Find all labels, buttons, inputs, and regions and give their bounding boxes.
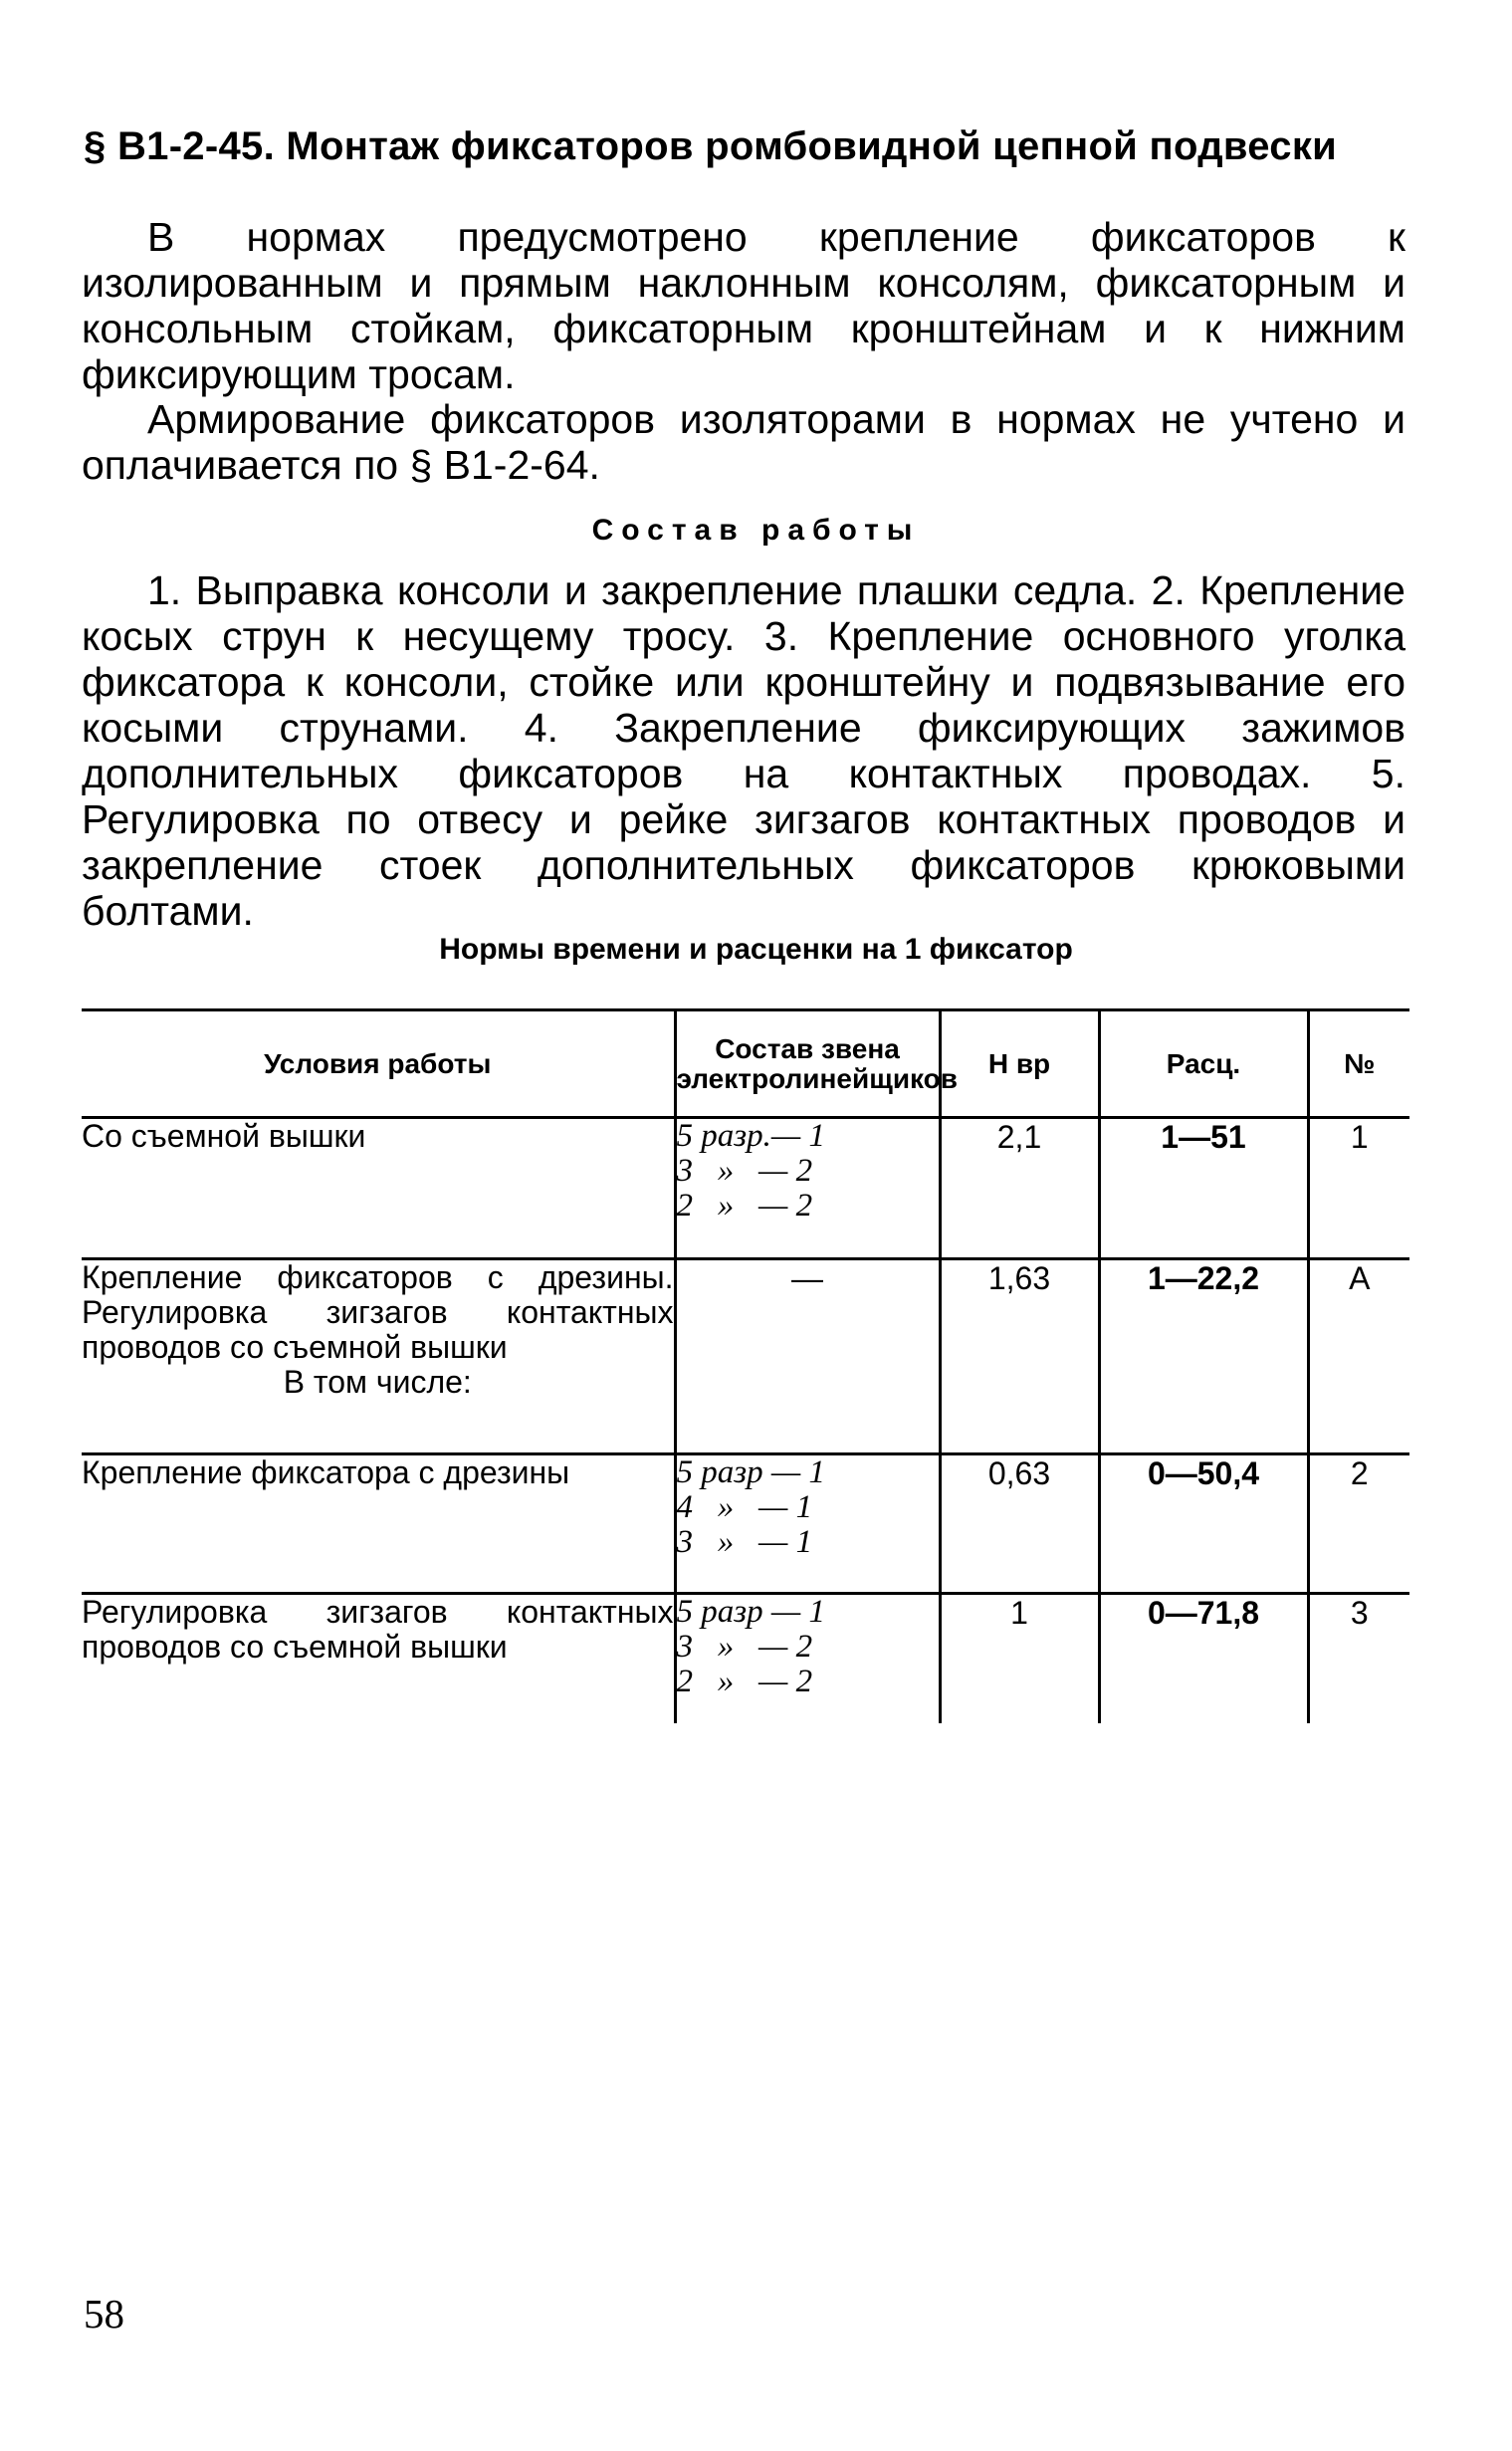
crew-cell: — xyxy=(675,1259,940,1454)
work-composition-text: 1. Выправка консоли и закрепление плашки седла. 2. Крепление косых струн к несущему тросу. 3. Крепление основного уголка фиксатора к консоли, стойке или кронштейну и подвязывание его косыми струнами. 4. Закрепление фиксирующих зажимов дополнительных фиксаторов на контактных проводах. 5. Регулировка по отвесу и рейке зигзагов контактных проводов и закрепление стоек дополнительных фиксаторов крюковыми болтами. xyxy=(82,567,1405,934)
crew-cell: 5 разр — 1 3 » — 2 2 » — 2 xyxy=(675,1594,940,1723)
work-composition-title: Состав работы xyxy=(591,514,921,547)
norm-cell: 1 xyxy=(940,1594,1099,1723)
table-row xyxy=(82,1118,1409,1259)
rate-cell: 1—22,2 xyxy=(1099,1259,1308,1454)
condition-text: Крепление фиксаторов с дрезины. Регулировка зигзагов контактных проводов со съемной вышки xyxy=(82,1259,674,1365)
condition-cell: Со съемной вышки xyxy=(82,1118,675,1259)
number-cell: 1 xyxy=(1308,1118,1409,1259)
crew-cell: 5 разр — 1 4 » — 1 3 » — 1 xyxy=(675,1454,940,1594)
number-cell: 2 xyxy=(1308,1454,1409,1594)
page-number: 58 xyxy=(84,2291,124,2337)
condition-cell xyxy=(82,1259,675,1454)
table-header-row xyxy=(82,1010,1409,1118)
norms-table xyxy=(82,1008,1409,1723)
norm-cell: 0,63 xyxy=(940,1454,1099,1594)
crew-cell: 5 разр.— 1 3 » — 2 2 » — 2 xyxy=(675,1118,940,1259)
rate-cell: 1—51 xyxy=(1099,1118,1308,1259)
header-number: № xyxy=(1308,1010,1409,1118)
paragraph-norms: В нормах предусмотрено крепление фиксаторов к изолированным и прямым наклонным консолям, фиксаторным и консольным стойкам, фиксаторным кронштейнам и к нижним фиксирующим тросам. xyxy=(82,214,1405,397)
header-conditions: Условия работы xyxy=(82,1010,675,1118)
norm-cell: 1,63 xyxy=(940,1259,1099,1454)
table-row xyxy=(82,1259,1409,1454)
table-row xyxy=(82,1454,1409,1594)
header-crew: Состав звена электролинейщиков xyxy=(675,1010,940,1118)
norm-cell: 2,1 xyxy=(940,1118,1099,1259)
header-rate: Расц. xyxy=(1099,1010,1308,1118)
rate-cell: 0—50,4 xyxy=(1099,1454,1308,1594)
header-norm: Н вр xyxy=(940,1010,1099,1118)
section-heading: § В1-2-45. Монтаж фиксаторов ромбовидной цепной подвески xyxy=(84,124,1338,168)
table-row xyxy=(82,1594,1409,1723)
paragraph-reinforcement: Армирование фиксаторов изоляторами в нормах не учтено и оплачивается по § В1-2-64. xyxy=(82,396,1405,488)
table-title: Нормы времени и расценки на 1 фиксатор xyxy=(439,933,1073,966)
number-cell: А xyxy=(1308,1259,1409,1454)
condition-cell: Крепление фиксатора с дрезины xyxy=(82,1454,675,1594)
condition-subtitle: В том числе: xyxy=(283,1364,472,1400)
rate-cell: 0—71,8 xyxy=(1099,1594,1308,1723)
number-cell: 3 xyxy=(1308,1594,1409,1723)
condition-cell: Регулировка зигзагов контактных проводов со съемной вышки xyxy=(82,1594,675,1723)
